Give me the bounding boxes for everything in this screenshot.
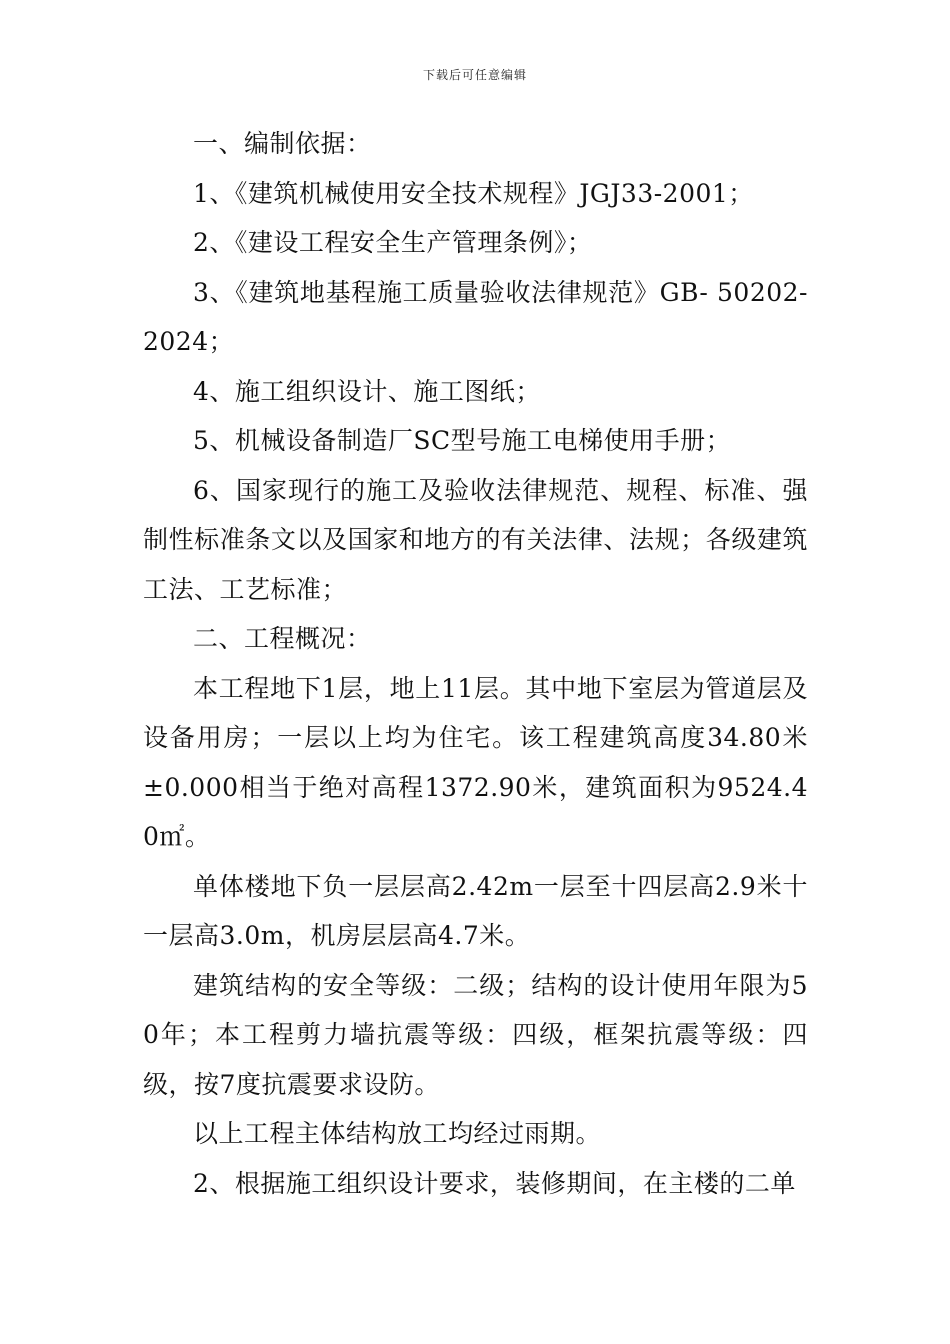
- basis-item-1: 1、《建筑机械使用安全技术规程》JGJ33-2001；: [193, 178, 754, 208]
- page-header-note: 下载后可任意编辑: [422, 68, 527, 82]
- basis-item-6: 6、国家现行的施工及验收法律规范、规程、标准、强制性标准条文以及国家和地方的有关法律、法规；各级建筑工法、工艺标准；: [143, 475, 808, 604]
- overview-paragraph-rain: 以上工程主体结构放工均经过雨期。: [193, 1119, 602, 1148]
- basis-item-3: 3、《建筑地基程施工质量验收法律规范》GB- 50202-2024；: [143, 277, 808, 356]
- basis-item-4: 4、施工组织设计、施工图纸；: [193, 376, 541, 406]
- section-heading-overview: 二、工程概况：: [193, 624, 372, 653]
- overview-paragraph-structure: 建筑结构的安全等级：二级；结构的设计使用年限为50年；本工程剪力墙抗震等级：四级，框架抗震等级：四级，按7度抗震要求设防。: [143, 970, 808, 1099]
- basis-item-2: 2、《建设工程安全生产管理条例》；: [193, 228, 593, 257]
- overview-paragraph-requirement: 2、根据施工组织设计要求，装修期间，在主楼的二单: [193, 1168, 796, 1198]
- section-heading-basis: 一、编制依据：: [193, 129, 372, 158]
- overview-paragraph-heights: 单体楼地下负一层层高2.42m一层至十四层高2.9米十一层高3.0m，机房层层高4.7米。: [143, 871, 808, 950]
- overview-paragraph-floors: 本工程地下1层，地上11层。其中地下室层为管道层及设备用房；一层以上均为住宅。该工程建筑高度34.80米±0.000相当于绝对高程1372.90米，建筑面积为9524.40㎡。: [143, 673, 808, 851]
- basis-item-5: 5、机械设备制造厂SC型号施工电梯使用手册；: [193, 426, 732, 455]
- document-body: [143, 119, 808, 1208]
